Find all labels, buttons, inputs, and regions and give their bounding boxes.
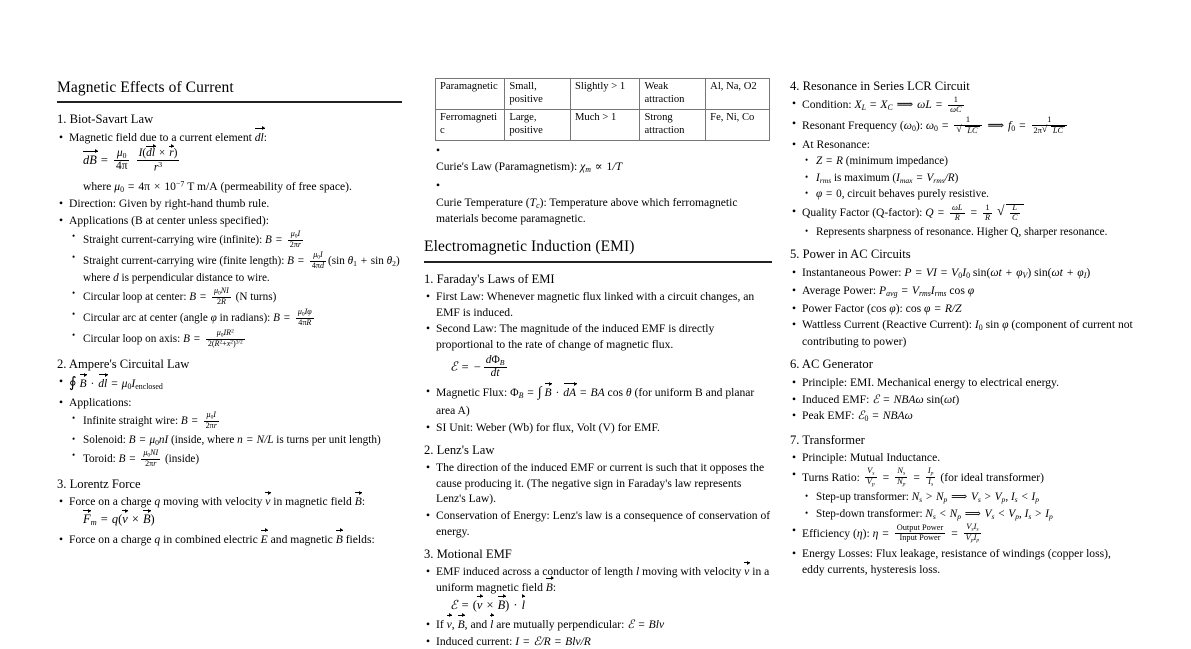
list-item	[790, 225, 1135, 240]
bullet-icon: •	[805, 188, 809, 199]
list-item	[57, 287, 402, 307]
cell-behavior: Strong attraction	[640, 110, 706, 141]
section-ampere-title: 2. Ampere's Circuital Law	[57, 356, 190, 371]
list-item	[57, 130, 402, 195]
section-biot-savart-list	[57, 130, 402, 349]
item-text: Straight current-carrying wire (infinite): B = $\frac{\mu_0I}{2\pi r}$	[83, 228, 302, 249]
list-item	[790, 467, 1135, 489]
bullet-icon: •	[805, 155, 809, 166]
bullet-icon: •	[792, 451, 797, 465]
list-item	[57, 433, 402, 448]
bullet-icon: •	[792, 547, 797, 561]
section-lenz-title: 2. Lenz's Law	[424, 443, 495, 458]
bullet-icon: •	[72, 412, 76, 423]
bullet-icon: •	[792, 97, 797, 111]
bullet-icon: •	[59, 495, 64, 509]
bullet-icon: •	[805, 225, 809, 236]
item-text: Circular arc at center (angle φ in radians): B = $\frac{\mu_0I\varphi}{4\pi R}$	[83, 306, 312, 327]
item-text: Principle: EMI. Mechanical energy to electrical energy.	[802, 375, 1059, 389]
bullet-icon: •	[59, 197, 64, 211]
list-item	[57, 196, 402, 211]
list-item	[790, 392, 1135, 407]
bullet-icon: •	[426, 290, 431, 304]
list-item	[790, 171, 1135, 186]
middle-column-heading: Electromagnetic Induction (EMI)	[424, 237, 772, 262]
bullet-icon: •	[59, 375, 64, 389]
table-row	[436, 79, 770, 110]
item-text: First Law: Whenever magnetic flux linked with a circuit changes, an EMF is induced.	[436, 290, 755, 319]
bullet-icon: •	[792, 375, 797, 389]
section-motional-emf-list	[424, 564, 772, 649]
bullet-icon: •	[805, 171, 809, 182]
bullet-icon: •	[792, 468, 797, 482]
bullet-icon: •	[426, 634, 431, 648]
item-text: Condition: $X_L = X_C$ ⟹ ωL = $\frac{1}{\omega C}$	[802, 94, 962, 114]
item-text: The direction of the induced EMF or current is such that it opposes the cause producing it. (The negative sign in Faraday's law represents Lenz's Law).	[436, 461, 765, 506]
item-text: φ = 0, circuit behaves purely resistive.	[816, 188, 989, 201]
curie-list	[424, 144, 772, 226]
item-text: Circular loop on axis: B = $\frac{\mu_0IR^2}{2(R^2+x^2)^{3/2}}$	[83, 327, 243, 348]
bullet-icon: •	[426, 617, 431, 631]
list-item	[57, 374, 402, 393]
bullet-icon: •	[426, 565, 431, 579]
list-item	[790, 450, 1135, 465]
list-item	[424, 384, 772, 418]
item-text: Instantaneous Power: P = VI = $V_0I_0$ $\sin(\omega t + \varphi_V)$ $\sin(\omega t + \varphi_I)$	[802, 265, 1091, 280]
section-ampere-list	[57, 374, 402, 469]
bullet-icon: •	[72, 231, 76, 242]
item-text: Magnetic field due to a current element dl:	[69, 130, 268, 144]
list-item	[424, 634, 772, 649]
equation-biot-savart: dB = $\frac{\mu_0}{4\pi}$ $\frac{I(dl \times r)}{r^3}$	[83, 146, 178, 174]
item-text: Principle: Mutual Inductance.	[802, 451, 941, 465]
bullet-icon: •	[436, 179, 441, 193]
item-text: Induced EMF: ℰ = NBAω sin(ωt)	[802, 392, 960, 406]
list-item	[57, 251, 402, 285]
bullet-icon: •	[72, 330, 76, 341]
item-text: If v, B, and l are mutually perpendicular: ℰ = Blv	[436, 617, 665, 631]
bullet-icon: •	[792, 138, 797, 152]
list-item	[424, 460, 772, 506]
section-lorentz-title: 3. Lorentz Force	[57, 476, 141, 491]
list-item	[790, 490, 1135, 505]
list-item	[424, 508, 772, 539]
item-text: Step-up transformer: $N_s > N_p$ ⟹ $V_s > V_p$, $I_s < I_p$	[816, 491, 1040, 504]
list-item	[790, 265, 1135, 281]
list-item	[424, 321, 772, 380]
section-power-ac-title: 5. Power in AC Circuits	[790, 247, 911, 262]
middle-column	[424, 78, 772, 648]
item-text: Curie's Law (Paramagnetism): $\chi_m \propto 1/T$	[436, 160, 623, 174]
bullet-icon: •	[72, 252, 76, 263]
item-text: Peak EMF: ℰ$_0$ = NBAω	[802, 409, 913, 424]
equation-motional-emf: ℰ = (v × B) · l	[450, 598, 526, 613]
item-text: Power Factor (cos φ): cos φ = R/Z	[802, 301, 962, 315]
section-faraday-list	[424, 289, 772, 435]
list-item	[424, 144, 772, 175]
cell-examples: Fe, Ni, Co	[706, 110, 770, 141]
list-item	[57, 494, 402, 528]
cell-examples: Al, Na, O2	[706, 79, 770, 110]
list-item	[57, 230, 402, 250]
item-text: EMF induced across a conductor of length l moving with velocity v in a uniform magnetic field B:	[436, 565, 770, 594]
bullet-icon: •	[792, 409, 797, 423]
list-item	[57, 532, 402, 547]
list-item	[790, 546, 1135, 577]
bullet-icon: •	[426, 322, 431, 336]
list-item	[790, 301, 1135, 316]
item-text: $I_{rms}$ is maximum $(I_{max} = V_{rms}/R)$	[816, 171, 959, 185]
list-item	[790, 408, 1135, 424]
list-item	[790, 523, 1135, 545]
section-power-ac-list	[790, 265, 1135, 349]
left-column	[57, 78, 402, 626]
bullet-icon: •	[72, 309, 76, 320]
section-ac-generator-title: 6. AC Generator	[790, 357, 873, 372]
bullet-icon: •	[805, 491, 809, 502]
left-column-heading: Magnetic Effects of Current	[57, 78, 402, 103]
list-item	[790, 283, 1135, 299]
bullet-icon: •	[59, 214, 64, 228]
bullet-icon: •	[59, 395, 64, 409]
bullet-icon: •	[792, 265, 797, 279]
bullet-icon: •	[72, 450, 76, 461]
item-text: Force on a charge q moving with velocity v in magnetic field B:	[69, 495, 366, 509]
item-text: Conservation of Energy: Lenz's law is a consequence of conservation of energy.	[436, 509, 771, 538]
list-item	[790, 154, 1135, 169]
bullet-icon: •	[792, 204, 797, 218]
section-motional-emf-title: 3. Motional EMF	[424, 546, 512, 561]
item-text: Magnetic Flux: $\Phi_B$ = ∫ B · dA = BA cos θ (for uniform B and planar area A)	[436, 385, 755, 417]
item-text: Circular loop at center: B = $\frac{\mu_0NI}{2R}$ (N turns)	[83, 285, 277, 306]
table-row	[436, 110, 770, 141]
section-lenz-list	[424, 460, 772, 539]
cell-material: Paramagnetic	[436, 79, 505, 110]
item-text: Step-down transformer: $N_s < N_p$ ⟹ $V_s < V_p$, $I_s > I_p$	[816, 507, 1053, 521]
item-text: Turns Ratio: $\frac{V_s}{V_p}$ = $\frac{N_s}{N_p}$ = $\frac{I_p}{I_s}$ (for ideal transformer)	[802, 465, 1044, 488]
section-transformer-title: 7. Transformer	[790, 432, 865, 447]
item-text: Solenoid: $B = \mu_0nI$ (inside, where n = N/L is turns per unit length)	[83, 433, 381, 447]
bullet-icon: •	[59, 532, 64, 546]
list-item	[424, 617, 772, 632]
bullet-icon: •	[72, 433, 76, 444]
section-resonance-list	[790, 96, 1135, 239]
section-faraday-title: 1. Faraday's Laws of EMI	[424, 271, 555, 286]
equation-faraday: ℰ = − $\frac{d\Phi_B}{dt}$	[450, 353, 505, 379]
list-item	[790, 96, 1135, 115]
list-item	[57, 395, 402, 410]
list-item	[424, 289, 772, 320]
item-text: Force on a charge q in combined electric E and magnetic B fields:	[69, 532, 375, 546]
item-text: ∮ B · dl = $\mu_0I_{enclosed}$	[69, 375, 163, 392]
list-item	[57, 308, 402, 328]
bullet-icon: •	[792, 392, 797, 406]
bullet-icon: •	[805, 507, 809, 518]
bullet-icon: •	[426, 420, 431, 434]
item-text: Second Law: The magnitude of the induced EMF is directly proportional to the rate of change of magnetic flux.	[436, 322, 715, 351]
item-text: Resonant Frequency $(\omega_0)$: $\omega_0$ = 1 √ LC ⟹ $f_0$ = $\frac{1}{2\pi √ LC}$	[802, 119, 1069, 132]
cell-material: Ferromagnetic	[436, 110, 505, 141]
item-text: Applications (B at center unless specified):	[69, 214, 269, 228]
section-ac-generator-list	[790, 375, 1135, 425]
cell-behavior: Weak attraction	[640, 79, 706, 110]
list-item	[790, 187, 1135, 202]
cell-susceptibility: Large, positive	[505, 110, 571, 141]
item-text: Quality Factor (Q-factor): Q = $\frac{\omega L}{R}$ = $\frac{1}{R}$ √ $\frac{L}{C}$	[802, 206, 1024, 219]
list-item	[57, 449, 402, 469]
list-item	[57, 213, 402, 228]
bullet-icon: •	[436, 144, 441, 157]
section-lorentz-list	[57, 494, 402, 547]
list-item	[424, 420, 772, 435]
list-item	[790, 137, 1135, 152]
item-text: Infinite straight wire: B = $\frac{\mu_0I}{2\pi r}$	[83, 410, 217, 431]
section-transformer-list	[790, 450, 1135, 577]
note-permeability: where $\mu_0 = 4\pi \times 10^{-7}$ T m/A (permeability of free space).	[83, 179, 352, 194]
item-text: SI Unit: Weber (Wb) for flux, Volt (V) for EMF.	[436, 420, 660, 434]
list-item	[57, 412, 402, 432]
bullet-icon: •	[426, 385, 431, 399]
bullet-icon: •	[59, 130, 64, 144]
item-text: Direction: Given by right-hand thumb rule.	[69, 197, 270, 211]
item-text: Applications:	[69, 395, 132, 409]
right-column	[790, 78, 1135, 626]
cell-susceptibility: Small, positive	[505, 79, 571, 110]
bullet-icon: •	[792, 117, 797, 131]
bullet-icon: •	[792, 524, 797, 538]
list-item	[790, 375, 1135, 390]
item-text: Represents sharpness of resonance. Higher Q, sharper resonance.	[816, 225, 1108, 238]
list-item	[790, 507, 1135, 522]
section-resonance-title: 4. Resonance in Series LCR Circuit	[790, 79, 970, 93]
item-text: Efficiency (η): η = $\frac{\text{Output Power}}{\text{Input Power}}$ = $\frac{V_sI_s}{V_pI_p}$	[802, 521, 980, 544]
equation-lorentz-force: $F_m = q(v \times B)$	[83, 512, 155, 528]
list-item	[790, 116, 1135, 136]
bullet-icon: •	[72, 288, 76, 299]
item-text: Average Power: $P_{avg} = V_{rms}I_{rms}$ cos φ	[802, 283, 975, 298]
cell-permeability: Slightly > 1	[571, 79, 640, 110]
bullet-icon: •	[426, 461, 431, 475]
cell-permeability: Much > 1	[571, 110, 640, 141]
item-text: Toroid: B = $\frac{\mu_0NI}{2\pi r}$ (inside)	[83, 447, 200, 468]
item-text: Straight current-carrying wire (finite length): B = $\frac{\mu_0I}{4\pi d}$ (sin $\theta_1 + \sin \theta_2$) where d is perpendicular distance to wire.	[83, 249, 400, 284]
bullet-icon: •	[792, 318, 797, 332]
magnetic-materials-table	[435, 78, 770, 141]
item-text: Curie Temperature $(T_c)$: Temperature above which ferromagnetic materials become paramagnetic.	[436, 195, 738, 225]
bullet-icon: •	[792, 301, 797, 315]
item-text: Z = R (minimum impedance)	[816, 155, 948, 168]
list-item	[424, 564, 772, 613]
list-item	[790, 317, 1135, 349]
list-item	[57, 329, 402, 349]
item-text: Energy Losses: Flux leakage, resistance of windings (copper loss), eddy currents, hysteresis loss.	[802, 547, 1111, 576]
item-text: Wattless Current (Reactive Current): $I_0$ sin φ (component of current not contributing to power)	[802, 318, 1133, 348]
item-text: Induced current: I = ℰ/R = Blv/R	[436, 634, 591, 648]
list-item	[790, 204, 1135, 224]
bullet-icon: •	[426, 509, 431, 523]
item-text: At Resonance:	[802, 138, 870, 152]
list-item	[424, 179, 772, 226]
section-biot-savart-title: 1. Biot-Savart Law	[57, 112, 154, 127]
bullet-icon: •	[792, 283, 797, 297]
